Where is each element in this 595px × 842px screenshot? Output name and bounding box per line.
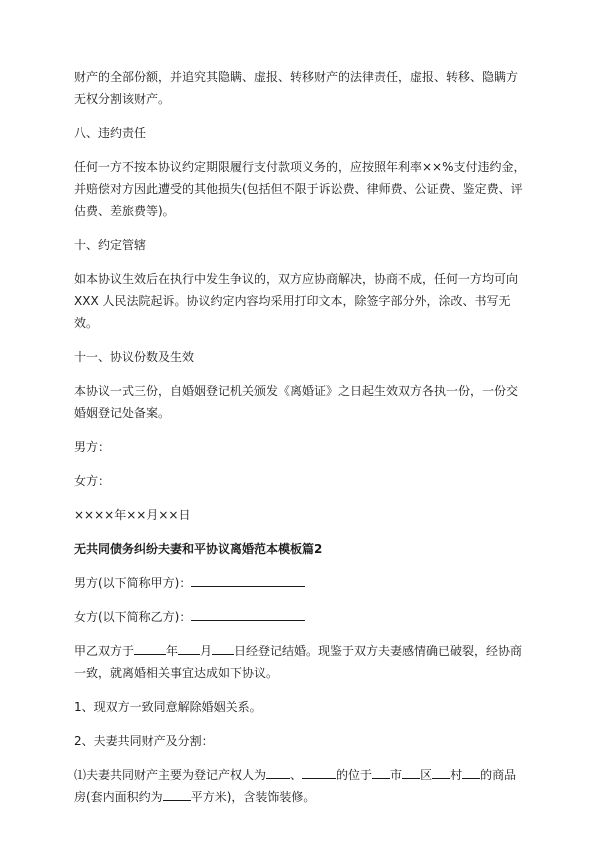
property-line — [74, 764, 530, 786]
year-blank — [134, 640, 166, 655]
paragraph-line: 财产的全部份额，并追究其隐瞒、虚报、转移财产的法律责任，虚报、转移、隐瞒方 — [74, 70, 519, 84]
property-text: 区 — [420, 768, 433, 782]
day-blank — [212, 640, 234, 655]
section-heading: 八、违约责任 — [74, 126, 147, 140]
party-b-line — [74, 606, 530, 628]
paragraph-line: 一致，就离婚相关事宜达成如下协议。 — [74, 666, 279, 680]
district-blank — [402, 764, 420, 779]
property-line-2 — [74, 786, 530, 808]
signature-female: 女方： — [74, 474, 111, 488]
signature-male: 男方： — [74, 440, 111, 454]
paragraph-line: 无权分割该财产。 — [74, 92, 171, 106]
paragraph-line: 婚姻登记处备案。 — [74, 406, 171, 420]
area-blank — [163, 786, 191, 801]
party-a-label: 男方(以下简称甲方)： — [74, 576, 192, 590]
party-a-blank — [191, 572, 305, 587]
paragraph-line: 效。 — [74, 316, 99, 330]
paragraph-line: 本协议一式三份，自婚姻登记机关颁发《离婚证》之日起生效双方各执一份，一份交 — [74, 384, 519, 398]
property-text: 、 — [290, 768, 303, 782]
property-text: 平方米)，含装饰装修。 — [190, 790, 316, 804]
section-title: 无共同债务纠纷夫妻和平协议离婚范本模板篇2 — [74, 542, 323, 556]
section-heading: 十、约定管辖 — [74, 238, 147, 252]
property-text: ⑴夫妻共同财产主要为登记产权人为 — [74, 768, 267, 782]
paragraph-line: 如本协议生效后在执行中发生争议的，双方应协商解决，协商不成，任何一方均可向 — [74, 272, 519, 286]
property-text: 的位于 — [336, 768, 373, 782]
party-b-blank — [191, 606, 305, 621]
paragraph-line: 估费、差旅费等)。 — [74, 204, 175, 218]
unit-blank — [462, 764, 480, 779]
city-blank — [372, 764, 390, 779]
paragraph-line: 任何一方不按本协议约定期限履行支付款项义务的，应按照年利率××%支付违约金， — [74, 160, 526, 174]
owner-blank — [302, 764, 336, 779]
marriage-line — [74, 640, 530, 662]
document-page — [74, 66, 530, 808]
party-b-label: 女方(以下简称乙方)： — [74, 610, 192, 624]
marriage-text: 月 — [200, 644, 213, 658]
clause-item: 2、夫妻共同财产及分割： — [74, 734, 214, 748]
marriage-text: 年 — [166, 644, 179, 658]
property-text: 房(套内面积约为 — [74, 790, 163, 804]
property-text: 村 — [450, 768, 463, 782]
marriage-text: 甲乙双方于 — [74, 644, 135, 658]
month-blank — [178, 640, 200, 655]
marriage-text: 日经登记结婚。现鉴于双方夫妻感情确已破裂，经协商 — [234, 644, 523, 658]
signature-date: ××××年××月××日 — [74, 508, 191, 522]
paragraph-line: XXX 人民法院起诉。协议约定内容均采用打印文本，除签字部分外，涂改、书写无 — [74, 294, 511, 308]
owner-blank — [266, 764, 290, 779]
section-heading: 十一、协议份数及生效 — [74, 350, 195, 364]
clause-item: 1、现双方一致同意解除婚姻关系。 — [74, 700, 262, 714]
paragraph-line: 并赔偿对方因此遭受的其他损失(包括但不限于诉讼费、律师费、公证费、鉴定费、评 — [74, 182, 523, 196]
party-a-line — [74, 572, 530, 594]
property-text: 的商品 — [480, 768, 517, 782]
village-blank — [432, 764, 450, 779]
property-text: 市 — [390, 768, 403, 782]
